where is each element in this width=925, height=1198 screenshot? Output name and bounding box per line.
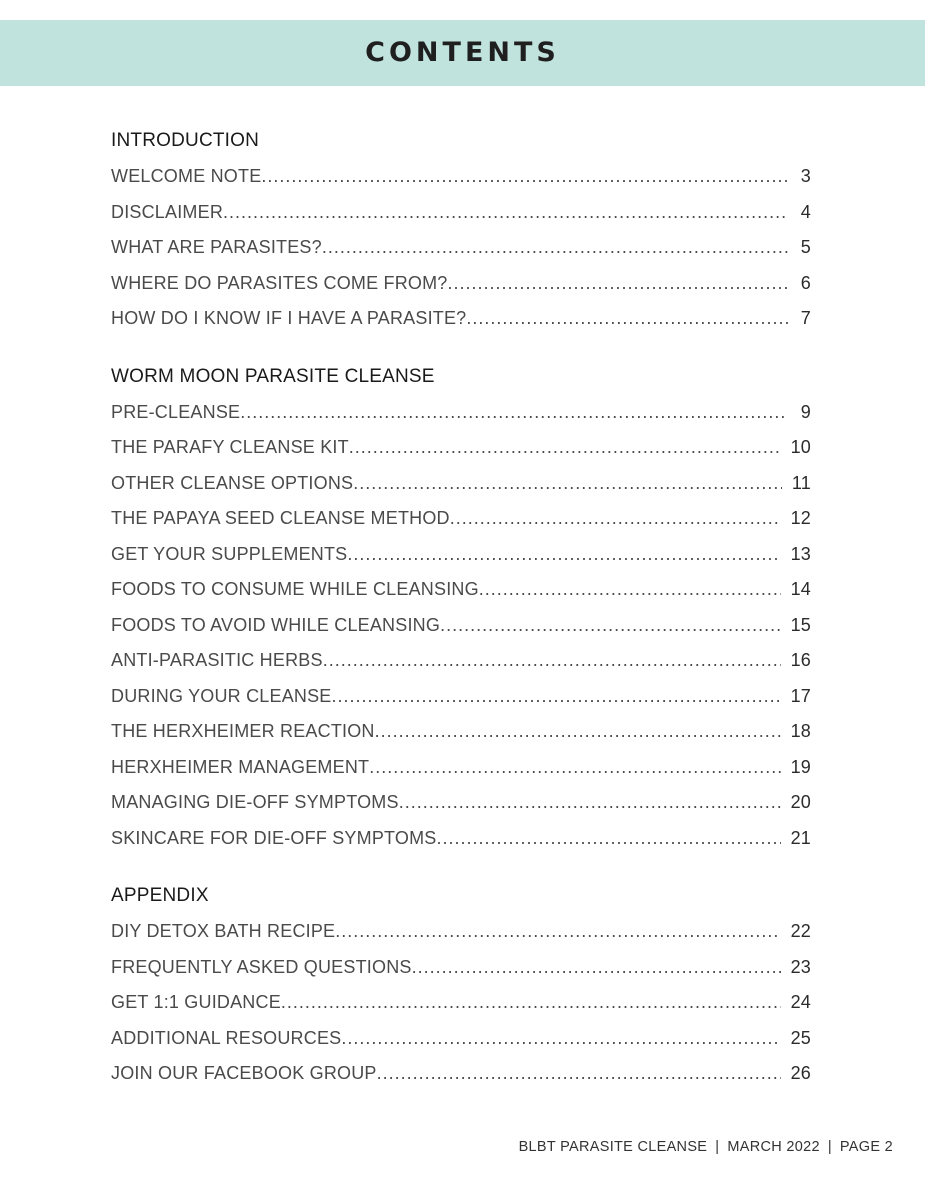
- entry-page-number: 14: [790, 579, 811, 599]
- entry-page-number: 24: [790, 992, 811, 1012]
- dot-leader: [341, 1021, 780, 1057]
- dot-leader: [412, 950, 781, 986]
- entry-label: OTHER CLEANSE OPTIONS: [111, 472, 354, 493]
- entry-page-number: 12: [790, 508, 811, 528]
- dot-leader: [399, 785, 781, 821]
- entry-page-number: 13: [790, 543, 811, 564]
- section-title: INTRODUCTION: [111, 130, 260, 151]
- dot-leader: [322, 230, 790, 266]
- entry-page-number: 23: [790, 956, 811, 977]
- entry-label: DISCLAIMER: [111, 201, 224, 222]
- entry-page-number: 11: [791, 472, 811, 493]
- toc-entry[interactable]: [111, 537, 811, 573]
- entry-label: GET YOUR SUPPLEMENTS: [111, 543, 348, 564]
- entry-label: THE PAPAYA SEED CLEANSE METHOD: [111, 508, 450, 528]
- section-title: WORM MOON PARASITE CLEANSE: [111, 365, 435, 387]
- entry-label: THE HERXHEIMER REACTION: [111, 721, 375, 741]
- toc-entry[interactable]: [111, 395, 811, 431]
- toc-entry[interactable]: [111, 714, 811, 750]
- entry-label: WHERE DO PARASITES COME FROM?: [111, 272, 448, 293]
- entry-page-number: 6: [800, 272, 811, 293]
- dot-leader: [223, 195, 787, 231]
- dot-leader: [281, 985, 781, 1021]
- toc-entry[interactable]: [111, 572, 811, 608]
- entry-label: WELCOME NOTE: [111, 166, 262, 186]
- entry-label: FOODS TO AVOID WHILE CLEANSING: [111, 614, 441, 635]
- toc-entry[interactable]: [111, 230, 811, 266]
- dot-leader: [332, 679, 781, 715]
- page-title: CONTENTS: [365, 37, 560, 68]
- entry-page-number: 26: [790, 1063, 811, 1083]
- entry-page-number: 22: [790, 921, 811, 941]
- entry-label: WHAT ARE PARASITES?: [111, 237, 322, 257]
- entry-page-number: 17: [790, 685, 811, 706]
- footer-separator: |: [715, 1139, 720, 1155]
- dot-leader: [466, 301, 790, 337]
- footer-publication: BLBT PARASITE CLEANSE: [518, 1139, 708, 1155]
- dot-leader: [261, 159, 788, 195]
- entry-label: ADDITIONAL RESOURCES: [111, 1027, 342, 1048]
- entry-page-number: 20: [790, 792, 811, 812]
- toc-entry[interactable]: [111, 266, 811, 302]
- toc-entry[interactable]: [111, 608, 811, 644]
- toc-entry[interactable]: [111, 466, 811, 502]
- toc-entry[interactable]: [111, 301, 811, 337]
- entry-label: ANTI-PARASITIC HERBS: [111, 650, 323, 670]
- toc-entry[interactable]: [111, 643, 811, 679]
- entry-page-number: 10: [790, 437, 811, 457]
- entry-label: FOODS TO CONSUME WHILE CLEANSING: [111, 579, 479, 599]
- entry-page-number: 25: [790, 1027, 811, 1048]
- dot-leader: [353, 466, 782, 502]
- dot-leader: [240, 395, 788, 431]
- entry-page-number: 19: [790, 756, 811, 777]
- toc-entry[interactable]: [111, 914, 811, 950]
- dot-leader: [369, 750, 780, 786]
- entry-label: HOW DO I KNOW IF I HAVE A PARASITE?: [111, 308, 467, 328]
- page-footer: [519, 1139, 893, 1155]
- toc-entry[interactable]: [111, 821, 811, 857]
- entry-page-number: 9: [800, 401, 811, 422]
- entry-page-number: 21: [790, 827, 811, 848]
- entry-label: THE PARAFY CLEANSE KIT: [111, 437, 349, 457]
- toc-entry[interactable]: [111, 1056, 811, 1092]
- dot-leader: [437, 821, 781, 857]
- entry-page-number: 5: [800, 237, 811, 257]
- dot-leader: [377, 1056, 781, 1092]
- dot-leader: [440, 608, 781, 644]
- footer-date: MARCH 2022: [727, 1139, 820, 1155]
- footer-separator: |: [827, 1139, 832, 1155]
- entry-page-number: 18: [790, 721, 811, 741]
- toc-entry[interactable]: [111, 159, 811, 195]
- dot-leader: [335, 914, 780, 950]
- toc-entry[interactable]: [111, 195, 811, 231]
- toc-entry[interactable]: [111, 430, 811, 466]
- header-band: [0, 20, 925, 86]
- footer-page-number: PAGE 2: [839, 1139, 893, 1155]
- toc-section-appendix: [111, 878, 811, 1092]
- toc-entry[interactable]: [111, 985, 811, 1021]
- entry-label: DIY DETOX BATH RECIPE: [111, 921, 336, 941]
- toc-entry[interactable]: [111, 750, 811, 786]
- entry-label: DURING YOUR CLEANSE: [111, 685, 332, 706]
- dot-leader: [347, 537, 780, 573]
- dot-leader: [349, 430, 781, 466]
- entry-label: PRE-CLEANSE: [111, 401, 241, 422]
- dot-leader: [450, 501, 781, 537]
- entry-page-number: 16: [790, 650, 811, 670]
- toc-entry[interactable]: [111, 950, 811, 986]
- dot-leader: [323, 643, 781, 679]
- toc-section-introduction: [111, 123, 811, 337]
- table-of-contents: [111, 123, 811, 1092]
- entry-label: SKINCARE FOR DIE-OFF SYMPTOMS: [111, 827, 437, 848]
- toc-entry[interactable]: [111, 679, 811, 715]
- entry-label: FREQUENTLY ASKED QUESTIONS: [111, 956, 412, 977]
- entry-label: HERXHEIMER MANAGEMENT: [111, 756, 370, 777]
- entry-page-number: 15: [790, 614, 811, 635]
- entry-page-number: 7: [800, 308, 811, 328]
- entry-page-number: 4: [800, 201, 811, 222]
- toc-entry[interactable]: [111, 501, 811, 537]
- entry-label: JOIN OUR FACEBOOK GROUP: [111, 1063, 377, 1083]
- toc-section-worm-moon-parasite-cleanse: [111, 359, 811, 857]
- section-title: APPENDIX: [111, 885, 209, 906]
- dot-leader: [375, 714, 781, 750]
- entry-label: GET 1:1 GUIDANCE: [111, 992, 281, 1012]
- toc-entry[interactable]: [111, 1021, 811, 1057]
- dot-leader: [448, 266, 791, 302]
- dot-leader: [479, 572, 781, 608]
- entry-page-number: 3: [800, 166, 811, 186]
- toc-entry[interactable]: [111, 785, 811, 821]
- entry-label: MANAGING DIE-OFF SYMPTOMS: [111, 792, 399, 812]
